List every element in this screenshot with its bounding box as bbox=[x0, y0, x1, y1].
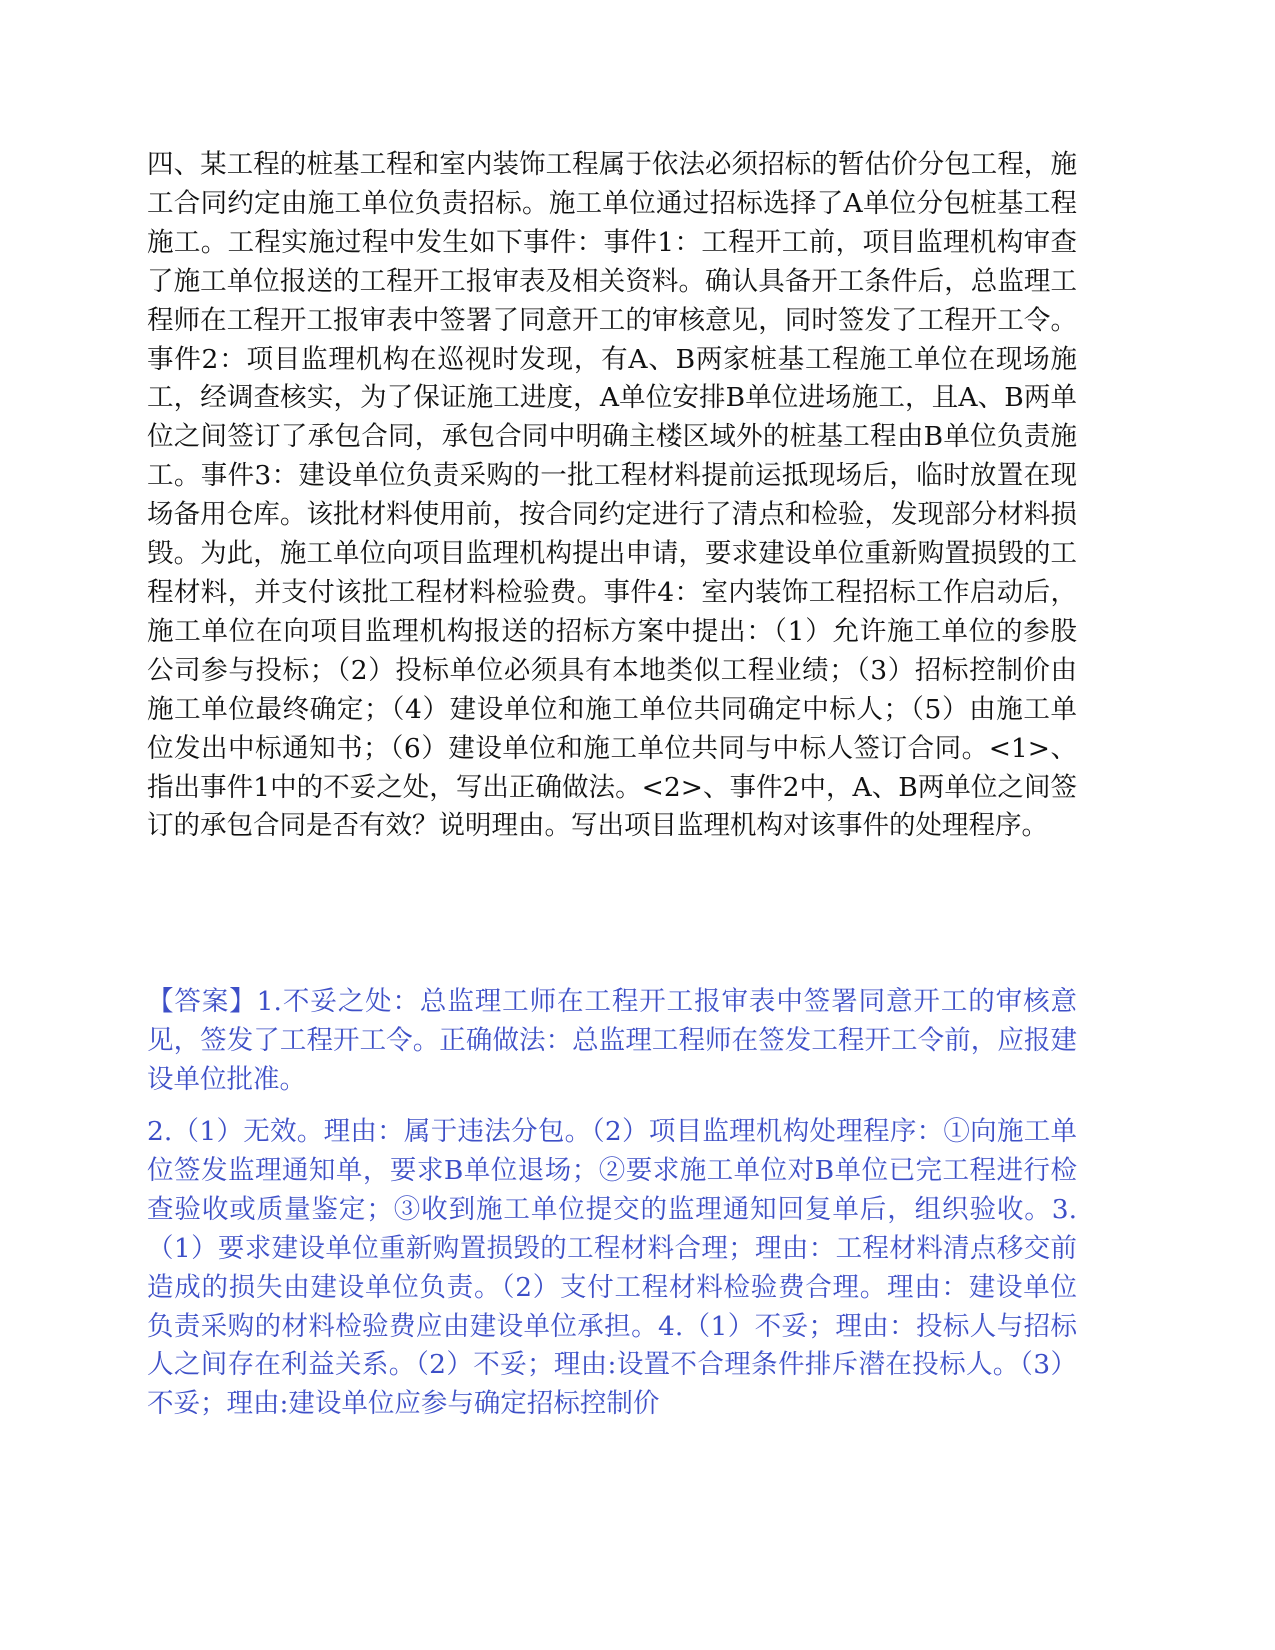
answer-paragraph-2: 2.（1）无效。理由：属于违法分包。（2）项目监理机构处理程序：①向施工单位签发监理通知单，要求B单位退场；②要求施工单位对B单位已完工程进行检查验收或质量鉴定；③收到施工单位提交的监理通知回复单后，组织验收。3.（1）要求建设单位重新购置损毁的工程材料合理；理由：工程材料清点移交前造成的损失由建设单位负责。（2）支付工程材料检验费合理。理由：建设单位负责采购的材料检验费应由建设单位承担。4.（1）不妥；理由：投标人与招标人之间存在利益关系。（2）不妥；理由:设置不合理条件排斥潜在投标人。（3）不妥；理由:建设单位应参与确定招标控制价 bbox=[147, 1116, 1077, 1420]
question-paragraph: 四、某工程的桩基工程和室内装饰工程属于依法必须招标的暂估价分包工程，施工合同约定由施工单位负责招标。施工单位通过招标选择了A单位分包桩基工程施工。工程实施过程中发生如下事件：事件1：工程开工前，项目监理机构审查了施工单位报送的工程开工报审表及相关资料。确认具备开工条件后，总监理工程师在工程开工报审表中签署了同意开工的审核意见，同时签发了工程开工令。事件2：项目监理机构在巡视时发现，有A、B两家桩基工程施工单位在现场施工，经调查核实，为了保证施工进度，A单位安排B单位进场施工，且A、B两单位之间签订了承包合同，承包合同中明确主楼区域外的桩基工程由B单位负责施工。事件3：建设单位负责采购的一批工程材料提前运抵现场后，临时放置在现场备用仓库。该批材料使用前，按合同约定进行了清点和检验，发现部分材料损毁。为此，施工单位向项目监理机构提出申请，要求建设单位重新购置损毁的工程材料，并支付该批工程材料检验费。事件4：室内装饰工程招标工作启动后，施工单位在向项目监理机构报送的招标方案中提出：（1）允许施工单位的参股公司参与投标；（2）投标单位必须具有本地类似工程业绩；（3）招标控制价由施工单位最终确定；（4）建设单位和施工单位共同确定中标人；（5）由施工单位发出中标通知书；（6）建设单位和施工单位共同与中标人签订合同。<1>、指出事件1中的不妥之处，写出正确做法。<2>、事件2中，A、B两单位之间签订的承包合同是否有效？说明理由。写出项目监理机构对该事件的处理程序。 bbox=[147, 149, 1077, 842]
answer-paragraph-1: 【答案】1.不妥之处：总监理工师在工程开工报审表中签署同意开工的审核意见，签发了工程开工令。正确做法：总监理工程师在签发工程开工令前，应报建设单位批准。 bbox=[147, 986, 1077, 1095]
